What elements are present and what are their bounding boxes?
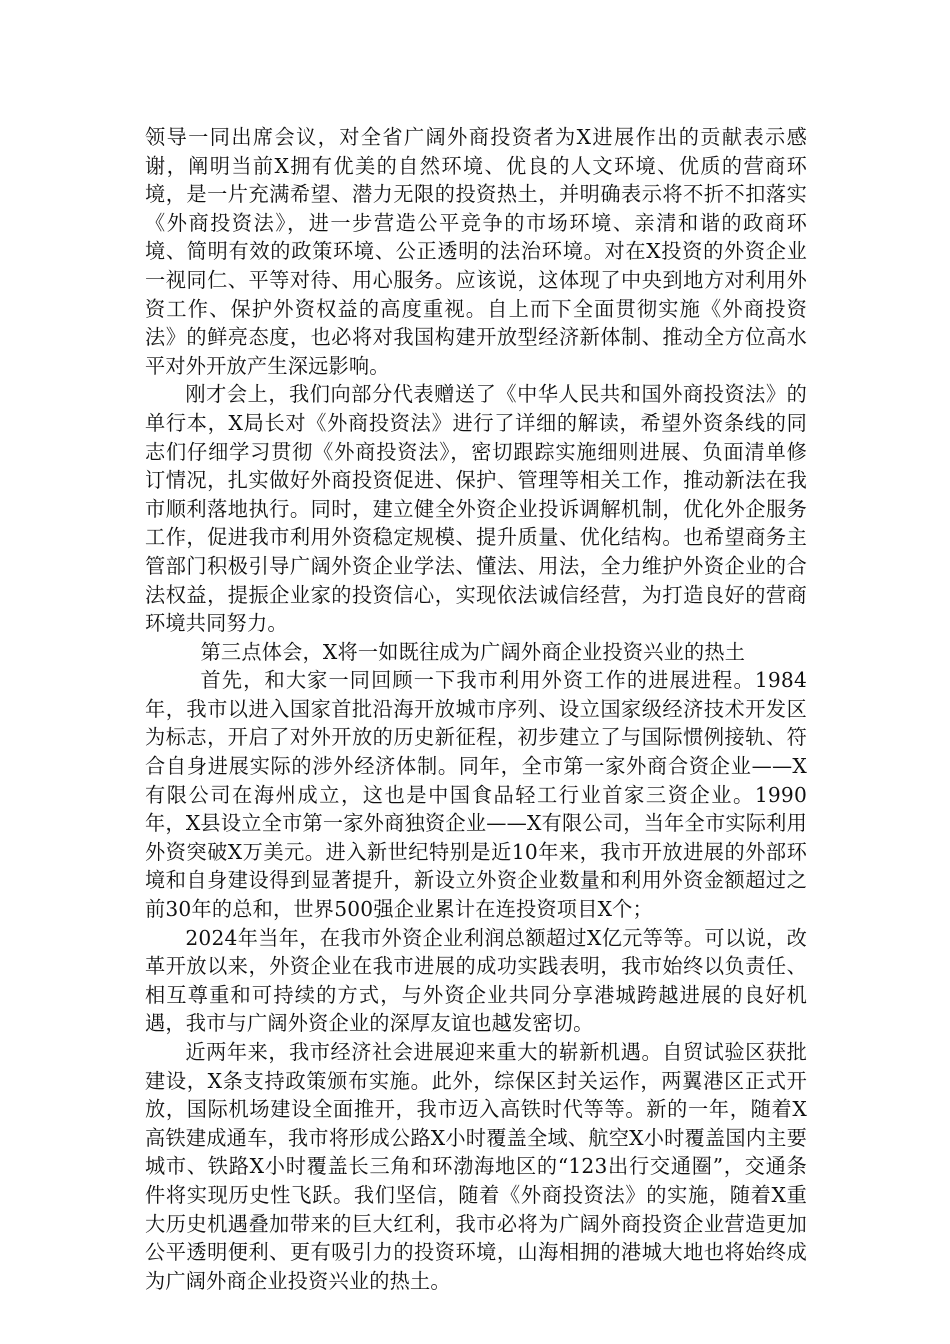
paragraph-2024-results: 2024年当年，在我市外资企业利润总额超过X亿元等等。可以说，改革开放以来，外资企业在我市进展的成功实践表明，我市始终以负责任、相互尊重和可持续的方式，与外资企业共同分享港城跨越进展的良好机遇，我市与广阔外资企业的深厚友谊也越发密切。 <box>145 925 807 1036</box>
document-body <box>145 123 807 1295</box>
paragraph-new-opportunities: 近两年来，我市经济社会进展迎来重大的崭新机遇。自贸试验区获批建设，X条支持政策颁布实施。此外，综保区封关运作，两翼港区正式开放，国际机场建设全面推开，我市迈入高铁时代等等。新的一年，随着X高铁建成通车，我市将形成公路X小时覆盖全域、航空X小时覆盖国内主要城市、铁路X小时覆盖长三角和环渤海地区的“123出行交通圈”，交通条件将实现历史性飞跃。我们坚信，随着《外商投资法》的实施，随着X重大历史机遇叠加带来的巨大红利，我市必将为广阔外商投资企业营造更加公平透明便利、更有吸引力的投资环境，山海相拥的港城大地也将始终成为广阔外商企业投资兴业的热土。 <box>145 1040 807 1293</box>
paragraph-foreign-investment-law: 刚才会上，我们向部分代表赠送了《中华人民共和国外商投资法》的单行本，X局长对《外商投资法》进行了详细的解读，希望外资条线的同志们仔细学习贯彻《外商投资法》，密切跟踪实施细则进展、负面清单修订情况，扎实做好外商投资促进、保护、管理等相关工作，推动新法在我市顺利落地执行。同时，建立健全外资企业投诉调解机制，优化外企服务工作，促进我市利用外资稳定规模、提升质量、优化结构。也希望商务主管部门积极引导广阔外资企业学法、懂法、用法，全力维护外资企业的合法权益，提振企业家的投资信心，实现依法诚信经营，为打造良好的营商环境共同努力。 <box>145 382 807 636</box>
paragraph-history-review: 首先，和大家一同回顾一下我市利用外资工作的进展进程。1984年，我市以进入国家首批沿海开放城市序列、设立国家级经济技术开发区为标志，开启了对外开放的历史新征程，初步建立了与国际惯例接轨、符合自身进展实际的涉外经济体制。同年，全市第一家外商合资企业——X有限公司在海州成立，这也是中国食品轻工行业首家三资企业。1990年，X县设立全市第一家外商独资企业——X有限公司，当年全市实际利用外资突破X万美元。进入新世纪特别是近10年来，我市开放进展的外部环境和自身建设得到显著提升，新设立外资企业数量和利用外资金额超过之前30年的总和，世界500强企业累计在连投资项目X个； <box>145 668 807 922</box>
section-heading-third-point: 第三点体会，X将一如既往成为广阔外商企业投资兴业的热土 <box>200 639 746 664</box>
paragraph-continuation: 领导一同出席会议，对全省广阔外商投资者为X进展作出的贡献表示感谢，阐明当前X拥有优美的自然环境、优良的人文环境、优质的营商环境，是一片充满希望、潜力无限的投资热土，并明确表示将不折不扣落实《外商投资法》，进一步营造公平竞争的市场环境、亲清和谐的政商环境、简明有效的政策环境、公正透明的法治环境。对在X投资的外资企业一视同仁、平等对待、用心服务。应该说，这体现了中央到地方对利用外资工作、保护外资权益的高度重视。自上而下全面贯彻实施《外商投资法》的鲜亮态度，也必将对我国构建开放型经济新体制、推动全方位高水平对外开放产生深远影响。 <box>145 125 807 378</box>
